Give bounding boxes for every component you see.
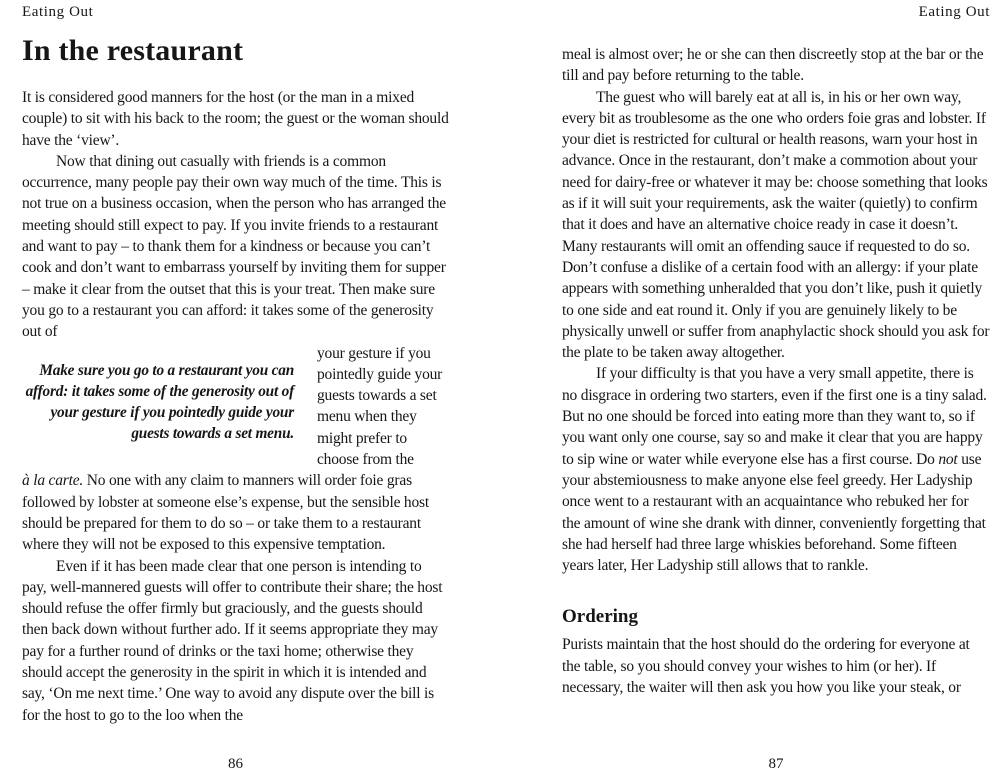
section-heading-ordering: Ordering [562,606,638,628]
left-page [22,0,449,780]
pullquote-row [22,343,449,471]
wrapped-body-text: your gesture if you pointedly guide your guests towards a set menu when they might prefer to choose from the [317,344,443,469]
left-paragraph-3-text: No one with any claim to manners will order foie gras followed by lobster at someone else’s expense, but the sensible host should be prepared for them to do so – or take them to a restaurant where they will not be exposed to this expensive temptation. [22,472,429,554]
left-paragraph-4: Even if it has been made clear that one person is intending to pay, well-mannered guests will offer to contribute their share; the host should refuse the offer firmly but graciously, and the guests should then back down without further ado. If it seems appropriate they may pay for a further round of drinks or the taxi home; otherwise they should accept the generosity in the spirit in which it is intended and say, ‘On me next time.’ One way to avoid any dispute over the bill is for the host to go to the loo when the [22,557,443,724]
page-number-right: 87 [768,756,784,772]
chapter-title: In the restaurant [22,34,244,67]
pull-quote: Make sure you go to a restaurant you can afford: it takes some of the generosity out of your gesture if you pointedly guide your guests towards a set menu. [25,361,294,443]
right-paragraph-4: Purists maintain that the host should do the ordering for everyone at the table, so you should convey your wishes to him (or her). If necessary, the waiter will then ask you how you like your steak, or [562,636,970,697]
right-paragraph-1: meal is almost over; he or she can then discreetly stop at the bar or the till and pay before returning to the table. [562,46,984,85]
left-paragraph-1: It is considered good manners for the host (or the man in a mixed couple) to sit with his back to the room; the guest or the woman should have the ‘view’. [22,89,449,149]
left-paragraph-3 [22,470,449,555]
right-paragraph-3-after: use your abstemiousness to make anyone else feel greedy. Her Ladyship once went to a restaurant with an acquaintance who rebuked her for the amount of wine she drank with dinner, conveniently forgetting that she had herself had three large whiskies beforehand. Some fifteen years later, Her Ladyship still allows that to rankle. [562,450,986,575]
left-paragraph-2: Now that dining out casually with friends is a common occurrence, many people pay their own way much of the time. This is not true on a business occasion, when the person who has arranged the meeting should still expect to pay. If you invite friends to a restaurant and want to pay – to thank them for a kindness or because you can’t cook and don’t want to embarrass yourself by inviting them for supper – make it clear from the outset that this is your treat. Then make sure you go to a restaurant you can afford: it takes some of the generosity out of [22,152,446,341]
page-number-left: 86 [228,756,243,772]
running-header-left: Eating Out [22,4,94,20]
italic-a-la-carte: à la carte. [22,472,84,490]
right-page [562,0,990,780]
italic-not: not [938,450,958,468]
right-paragraph-2: The guest who will barely eat at all is, in his or her own way, every bit as troublesome as the one who orders foie gras and lobster. If your diet is restricted for cultural or health reasons, warn your host in advance. Once in the restaurant, don’t make a commotion about your need for dairy-free or whatever it may be: choose something that looks as if it will suit your requirements, ask the waiter (quietly) to confirm that it does and have an alternative choice ready in case it doesn’t. Many restaurants will omit an offending sauce if requested to do so. Don’t confuse a dislike of a certain food with an allergy: if your plate appears with something unheralded that you don’t like, push it quietly to one side and eat round it. Only if you are genuinely likely to be physically unwell or suffer from anaphylactic shock should you ask for the plate to be taken away altogether. [562,88,990,362]
right-paragraph-3 [562,363,990,576]
running-header-right: Eating Out [918,4,990,20]
right-paragraph-3-before: If your difficulty is that you have a very small appetite, there is no disgrace in ordering two starters, even if the first one is a tiny salad. But no one should be forced into eating more than they want to, so if you want only one course, say so and make it clear that you are happy to sip wine or water while everyone else has a first course. Do [562,365,987,468]
